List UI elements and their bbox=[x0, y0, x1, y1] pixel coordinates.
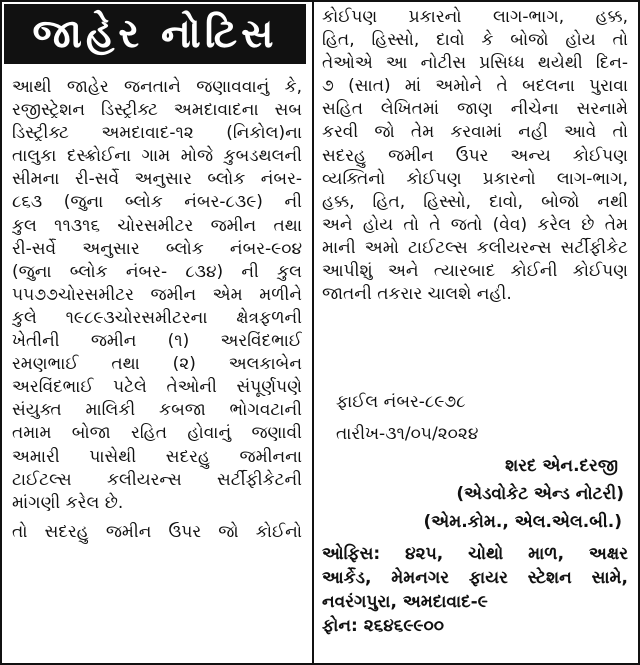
text-line: અમારી પાસેથી સદરહુ જમીનના bbox=[12, 446, 302, 467]
text-line: સંયુક્ત માલિકી કબજા ભોગવટાની bbox=[12, 400, 302, 421]
text-line: તો સદરહુ જમીન ઉપર જો કોઈનો bbox=[12, 521, 302, 542]
address-line: ઓફિસ: ૪૨૫, ચોથો માળ, અક્ષર bbox=[322, 544, 628, 564]
text-line: ખેતીની જમીન (૧) અરવિંદભાઈ bbox=[12, 331, 302, 352]
text-line: હિત, હિસ્સો, દાવો કે બોજો હોય તો bbox=[322, 30, 628, 51]
text-line: સદરહુ જમીન ઉપર અન્ય કોઈપણ bbox=[322, 145, 628, 166]
column-divider bbox=[312, 0, 314, 665]
text-line: ૮૬૩ (જુના બ્લોક નંબર-૮૩૯) ની bbox=[12, 192, 302, 213]
text-line: કોઈપણ પ્રકારનો લાગ-ભાગ, હક્ક, bbox=[322, 7, 628, 27]
text-line: કુલે ૧૯૮૯૩ચોરસમીટરના ક્ષેત્રફળની bbox=[12, 307, 302, 328]
text-line: માંગણી કરેલ છે. bbox=[12, 492, 124, 513]
text-line: રી-સર્વે અનુસાર બ્લોક નંબર-૯૦૪ bbox=[12, 238, 302, 259]
address-line: આર્કેડ, મેમનગર ફાયર સ્ટેશન સામે, bbox=[322, 568, 628, 588]
address-line: નવરંગપુરા, અમદાવાદ-૯ bbox=[322, 592, 488, 612]
text-line: કુલ ૧૧૩૧૬ ચોરસમીટર જમીન તથા bbox=[12, 215, 302, 236]
text-line: તેઓએ આ નોટીસ પ્રસિધ્ધ થયેથી દિન- bbox=[322, 53, 628, 74]
text-line: ૫૫૭૭ચોરસમીટર જમીન એમ મળીને bbox=[12, 284, 302, 305]
notice-left-column bbox=[12, 76, 302, 544]
text-line: તાલુકા દસ્ક્રોઈના ગામ મોજે કુબડથલની bbox=[12, 146, 302, 167]
text-line: ૭ (સાત) માં અમોને તે બદલના પુરાવા bbox=[322, 76, 628, 97]
office-address bbox=[322, 542, 628, 638]
text-line: રમણભાઈ તથા (૨) અલકાબેન bbox=[12, 354, 302, 375]
text-line: સીમના રી-સર્વે અનુસાર બ્લોક નંબર- bbox=[12, 169, 302, 190]
signatory-name: શરદ એન.દરજી bbox=[505, 456, 618, 476]
text-line: આપીશું અને ત્યારબાદ કોઈની કોઈપણ bbox=[322, 261, 628, 282]
text-line: ટાઈટલ્સ કલીયરન્સ સર્ટીફીકેટની bbox=[12, 469, 302, 490]
text-line: સહિત લેખિતમાં જાણ નીચેના સરનામે bbox=[322, 99, 628, 120]
signatory-degree: (એમ.કોમ., એલ.એલ.બી.) bbox=[423, 512, 622, 532]
file-number: ફાઈલ નંબર-૮૯૭૮ bbox=[336, 392, 466, 412]
text-line: માની અમો ટાઈટલ્સ કલીયરન્સ સર્ટીફીકેટ bbox=[322, 237, 628, 258]
text-line: ડિસ્ટ્રીક્ટ અમદાવાદ-૧૨ (નિકોલ)ના bbox=[12, 123, 302, 144]
notice-right-column bbox=[322, 6, 628, 306]
text-line: હક્ક, હિત, હિસ્સો, દાવો, બોજો નથી bbox=[322, 191, 628, 212]
notice-title: જાહેર નોટિસ bbox=[4, 4, 306, 64]
text-line: જાતની તકરાર ચાલશે નહી. bbox=[322, 284, 512, 305]
notice-date: તારીખ-૩૧/૦૫/૨૦૨૪ bbox=[336, 424, 479, 444]
text-line: અને હોય તો તે જતો (વેવ) કરેલ છે તેમ bbox=[322, 214, 628, 235]
text-line: કરવી જો તેમ કરવામાં નહી આવે તો bbox=[322, 122, 628, 143]
text-line: તમામ બોજા રહિત હોવાનું જણાવી bbox=[12, 423, 302, 444]
signatory-role: (એડવોકેટ એન્ડ નોટરી) bbox=[456, 484, 624, 504]
text-line: (જુના બ્લોક નંબર- ૮૩૪) ની કુલ bbox=[12, 261, 302, 282]
text-line: વ્યક્તિનો કોઈપણ પ્રકારનો લાગ-ભાગ, bbox=[322, 168, 628, 189]
text-line: રજીસ્ટ્રેશન ડિસ્ટ્રીક્ટ અમદાવાદના સબ bbox=[12, 100, 302, 121]
text-line: આથી જાહેર જનતાને જણાવવાનું કે, bbox=[12, 77, 302, 97]
text-line: અરવિંદભાઈ પટેલે તેઓની સંપૂર્ણપણે bbox=[12, 377, 302, 398]
phone-number: ફોન: ૨૬૪૬૯૯૦૦ bbox=[322, 616, 444, 636]
